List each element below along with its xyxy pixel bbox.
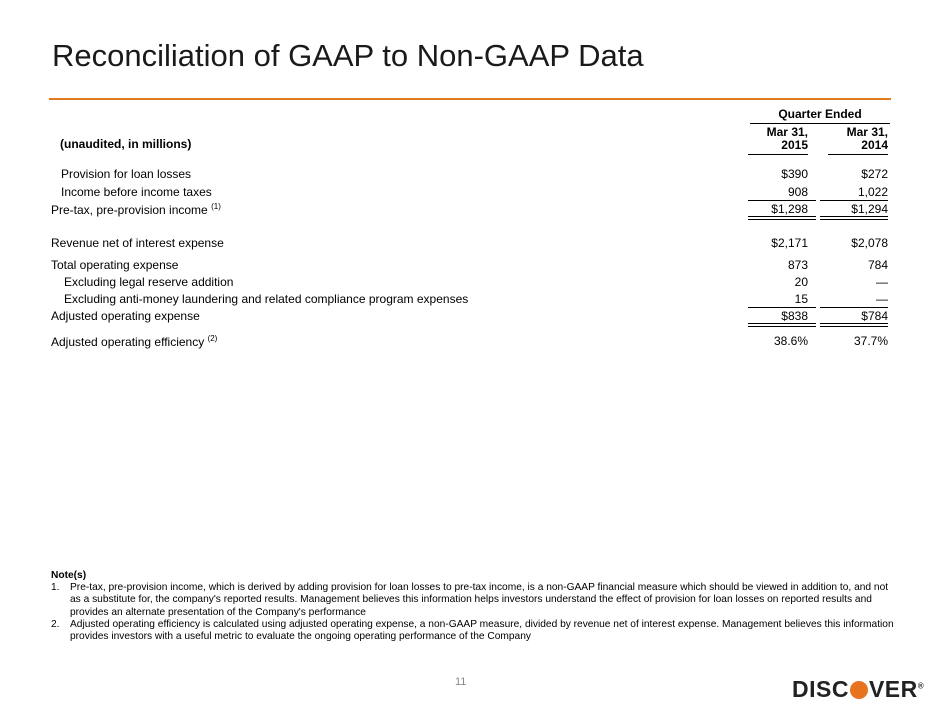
row-value-2014: $1,294 (851, 202, 888, 216)
row-label: Excluding anti-money laundering and related compliance program expenses (64, 292, 469, 306)
footnote-text: Adjusted operating efficiency is calculated using adjusted operating expense, a non-GAAP measure, divided by revenue net of interest expense. Management believes this information provides investors with a useful metric to evaluate the ongoing operating performance of the Company (70, 618, 894, 643)
row-value-2015: 15 (794, 292, 808, 306)
column-header-2014-line1: Mar 31, (846, 125, 888, 139)
logo-orange-dot-icon (850, 681, 868, 699)
row-value-2015: $2,171 (771, 236, 808, 250)
row-label: Excluding legal reserve addition (64, 275, 234, 289)
row-label: Revenue net of interest expense (51, 236, 224, 250)
period-header: Quarter Ended (778, 107, 862, 121)
row-label: Pre-tax, pre-provision income $^{(1)}$ (51, 202, 221, 217)
footnote-ref: (2) (207, 334, 218, 343)
column-header-2015-line2: 2015 (781, 138, 808, 152)
total-double-rule (748, 216, 816, 220)
footnote-number: 2. (51, 618, 60, 630)
footnote-text: Pre-tax, pre-provision income, which is derived by adding provision for loan losses to pre-tax income, is a non-GAAP financial measure which should be viewed in addition to, and not as a substitute for, the company's reported results. Management believes this information helps investors understand the effect of provision for loan losses on reported results and provides an alternate presentation of the Company's performance (70, 582, 889, 618)
footnotes (51, 570, 896, 643)
row-value-2014: — (876, 292, 888, 306)
table-row (0, 167, 940, 183)
discover-logo: DISC VER® (792, 676, 925, 702)
footnote-item (51, 582, 896, 619)
table-row (0, 258, 940, 274)
table-row (0, 292, 940, 308)
table-row (0, 334, 940, 350)
page-title: Reconciliation of GAAP to Non-GAAP Data (52, 38, 644, 73)
column-header-2014-line2: 2014 (861, 138, 888, 152)
units-label: (unaudited, in millions) (60, 137, 192, 151)
row-value-2015: 38.6% (773, 334, 808, 348)
row-value-2014: $272 (861, 167, 888, 181)
total-double-rule (820, 216, 888, 220)
table-row (0, 275, 940, 291)
row-value-2015: $1,298 (771, 202, 808, 216)
row-value-2014: 1,022 (857, 185, 888, 199)
row-label: Adjusted operating efficiency $^{(2)}$ (51, 334, 218, 349)
table-row (0, 185, 940, 201)
row-value-2014: — (876, 275, 888, 289)
row-value-2014: $2,078 (851, 236, 888, 250)
row-label: Adjusted operating expense (51, 309, 200, 323)
total-double-rule (820, 323, 888, 327)
subtotal-rule (748, 200, 816, 201)
row-value-2015: $390 (781, 167, 808, 181)
table-row (0, 236, 940, 252)
row-value-2015: 873 (787, 258, 808, 272)
title-divider (49, 98, 891, 100)
total-double-rule (748, 323, 816, 327)
footnote-item (51, 619, 896, 643)
row-value-2014: $784 (861, 309, 888, 323)
row-label: Provision for loan losses (61, 167, 192, 181)
row-value-2015: 20 (794, 275, 808, 289)
subtotal-rule (820, 307, 888, 308)
subtotal-rule (748, 307, 816, 308)
period-header-underline (750, 123, 890, 124)
row-value-2015: 908 (787, 185, 808, 199)
column-header-2015-line1: Mar 31, (766, 125, 808, 139)
column-header-2014 (828, 126, 888, 152)
subtotal-rule (820, 200, 888, 201)
row-value-2014: 37.7% (853, 334, 888, 348)
row-label: Total operating expense (51, 258, 179, 272)
column-header-2015 (748, 126, 808, 152)
row-value-2015: $838 (781, 309, 808, 323)
notes-heading: Note(s) (51, 570, 87, 581)
row-label: Income before income taxes (61, 185, 212, 199)
row-value-2014: 784 (867, 258, 888, 272)
footnote-ref: (1) (211, 202, 221, 211)
footnote-number: 1. (51, 582, 60, 594)
page-number: 11 (455, 676, 467, 688)
